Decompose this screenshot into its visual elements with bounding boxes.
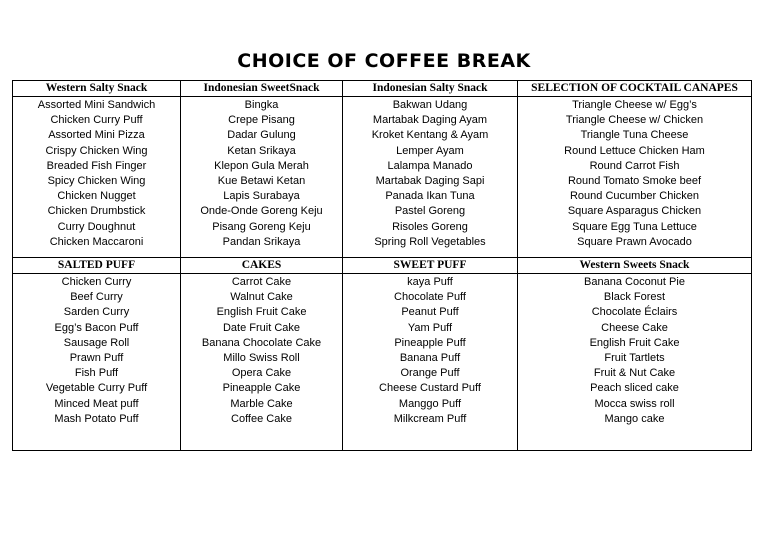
menu-item: Sarden Curry	[63, 306, 130, 319]
menu-item: Chicken Nugget	[57, 190, 136, 203]
menu-item: Beef Curry	[70, 291, 123, 304]
menu-item: Pastel Goreng	[394, 205, 466, 218]
section-items	[13, 274, 181, 451]
menu-item: Pandan Srikaya	[222, 235, 301, 248]
menu-item: Date Fruit Cake	[222, 321, 301, 334]
section-header: SALTED PUFF	[13, 258, 181, 274]
menu-item: Sausage Roll	[63, 336, 130, 349]
menu-item: Square Asparagus Chicken	[567, 205, 702, 218]
menu-item: Triangle Cheese w/ Chicken	[565, 114, 704, 127]
items-row	[13, 97, 752, 258]
menu-item: Chocolate Puff	[394, 291, 466, 304]
menu-item: Cheese Cake	[601, 321, 668, 334]
section-items	[518, 97, 752, 258]
menu-item: English Fruit Cake	[216, 306, 307, 319]
menu-item: Lemper Ayam	[396, 144, 464, 157]
menu-item: Yam Puff	[407, 321, 453, 334]
menu-item: Round Lettuce Chicken Ham	[564, 144, 705, 157]
menu-item: English Fruit Cake	[589, 336, 680, 349]
menu-item: Opera Cake	[231, 367, 292, 380]
menu-item: Lalampa Manado	[387, 159, 473, 172]
section-items	[343, 97, 518, 258]
menu-item: Dadar Gulung	[227, 129, 296, 142]
menu-item: Triangle Tuna Cheese	[580, 129, 689, 142]
menu-item: Square Prawn Avocado	[577, 235, 692, 248]
section-items	[181, 97, 343, 258]
header-row	[13, 258, 752, 274]
menu-item: Banana Coconut Pie	[584, 276, 685, 288]
menu-item: Chicken Curry Puff	[50, 114, 143, 127]
menu-item: Round Cucumber Chicken	[569, 190, 699, 203]
items-row	[13, 274, 752, 451]
menu-item: Lapis Surabaya	[223, 190, 300, 203]
menu-item: Orange Puff	[400, 367, 460, 380]
menu-item: kaya Puff	[407, 276, 453, 288]
menu-item: Milkcream Puff	[393, 412, 467, 425]
section-header: Western Salty Snack	[13, 81, 181, 97]
section-header: SWEET PUFF	[343, 258, 518, 274]
menu-item: Mocca swiss roll	[594, 397, 675, 410]
menu-item: Manggo Puff	[398, 397, 462, 410]
menu-item: Black Forest	[603, 291, 666, 304]
menu-item: Vegetable Curry Puff	[45, 382, 148, 395]
menu-item: Mango cake	[604, 412, 665, 425]
section-header: Western Sweets Snack	[518, 258, 752, 274]
menu-item: Panada Ikan Tuna	[385, 190, 475, 203]
menu-item: Chicken Curry	[61, 276, 132, 288]
menu-item: Banana Puff	[399, 352, 461, 365]
menu-item: Chicken Drumbstick	[47, 205, 146, 218]
menu-item: Coffee Cake	[231, 412, 292, 425]
menu-item: Chocolate Éclairs	[591, 306, 678, 319]
menu-item: Fish Puff	[74, 367, 119, 380]
page-title: CHOICE OF COFFEE BREAK	[237, 50, 531, 72]
menu-item: Bakwan Udang	[392, 99, 468, 111]
section-header: CAKES	[181, 258, 343, 274]
menu-item: Walnut Cake	[230, 291, 293, 304]
menu-item: Triangle Cheese w/ Egg’s	[572, 99, 697, 111]
menu-item: Egg’s Bacon Puff	[54, 321, 139, 334]
header-row	[13, 81, 752, 97]
menu-table	[12, 80, 752, 451]
section-header: Indonesian Salty Snack	[343, 81, 518, 97]
menu-item: Chicken Maccaroni	[49, 235, 144, 248]
menu-item: Assorted Mini Sandwich	[37, 99, 156, 111]
menu-item: Round Carrot Fish	[589, 159, 680, 172]
menu-item: Kue Betawi Ketan	[217, 175, 306, 188]
menu-item: Martabak Daging Ayam	[372, 114, 488, 127]
section-items	[13, 97, 181, 258]
menu-item: Spring Roll Vegetables	[374, 235, 486, 248]
menu-item: Prawn Puff	[69, 352, 124, 365]
section-header: Indonesian SweetSnack	[181, 81, 343, 97]
menu-item: Onde-Onde Goreng Keju	[200, 205, 323, 218]
menu-item: Risoles Goreng	[392, 220, 468, 233]
menu-item: Marble Cake	[230, 397, 293, 410]
menu-item: Fruit Tartlets	[604, 352, 665, 365]
menu-item: Pisang Goreng Keju	[212, 220, 311, 233]
menu-item: Martabak Daging Sapi	[375, 175, 485, 188]
menu-item: Assorted Mini Pizza	[48, 129, 145, 142]
section-header: SELECTION OF COCKTAIL CANAPES	[518, 81, 752, 97]
menu-item: Crepe Pisang	[228, 114, 295, 127]
section-items	[343, 274, 518, 451]
menu-item: Peanut Puff	[401, 306, 459, 319]
menu-item: Curry Doughnut	[57, 220, 136, 233]
menu-item: Kroket Kentang & Ayam	[371, 129, 489, 142]
menu-item: Pineapple Cake	[222, 382, 301, 395]
menu-item: Square Egg Tuna Lettuce	[572, 220, 697, 233]
menu-item: Pineapple Puff	[394, 336, 466, 349]
section-items	[518, 274, 752, 451]
section-items	[181, 274, 343, 451]
menu-item: Cheese Custard Puff	[379, 382, 481, 395]
menu-item: Carrot Cake	[231, 276, 292, 288]
menu-item: Klepon Gula Merah	[214, 159, 309, 172]
menu-item: Mash Potato Puff	[54, 412, 139, 425]
menu-item: Minced Meat puff	[54, 397, 139, 410]
menu-item: Peach sliced cake	[590, 382, 679, 395]
menu-item: Ketan Srikaya	[227, 144, 296, 157]
menu-item: Banana Chocolate Cake	[201, 336, 322, 349]
menu-item: Breaded Fish Finger	[46, 159, 147, 172]
menu-item: Millo Swiss Roll	[223, 352, 300, 365]
menu-item: Spicy Chicken Wing	[47, 175, 146, 188]
menu-item: Crispy Chicken Wing	[45, 144, 148, 157]
menu-item: Bingka	[244, 99, 279, 111]
menu-item: Fruit & Nut Cake	[593, 367, 676, 380]
menu-item: Round Tomato Smoke beef	[567, 175, 702, 188]
